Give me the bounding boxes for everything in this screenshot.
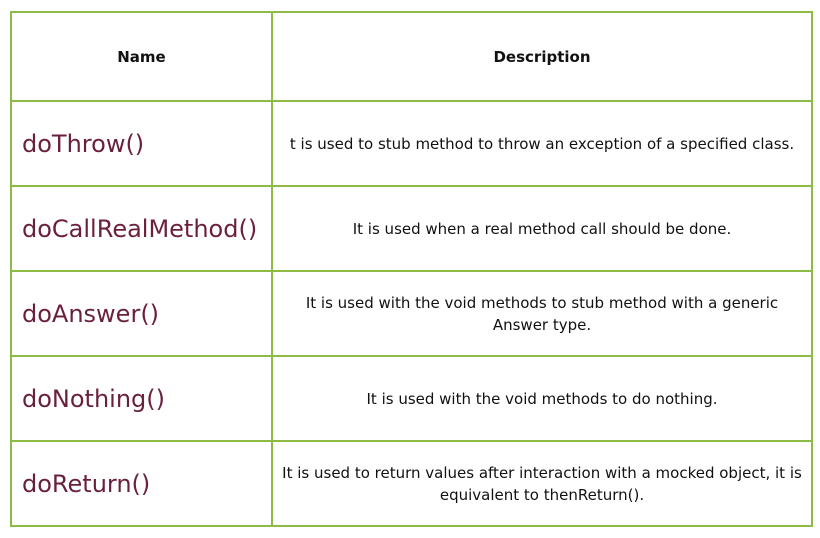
- methods-table: [10, 11, 813, 527]
- table-row: [11, 441, 812, 526]
- table-row: [11, 271, 812, 356]
- method-description: It is used with the void methods to stub method with a generic Answer type.: [272, 271, 812, 356]
- method-description: It is used to return values after interaction with a mocked object, it is equivalent to thenReturn().: [272, 441, 812, 526]
- header-row: [11, 12, 812, 101]
- method-description: It is used with the void methods to do nothing.: [272, 356, 812, 441]
- table-row: [11, 356, 812, 441]
- header-name: Name: [11, 12, 272, 101]
- method-name: doCallRealMethod(): [11, 186, 272, 271]
- method-name: doNothing(): [11, 356, 272, 441]
- header-description: Description: [272, 12, 812, 101]
- table-row: [11, 186, 812, 271]
- method-name: doReturn(): [11, 441, 272, 526]
- method-name: doThrow(): [11, 101, 272, 186]
- table-row: [11, 101, 812, 186]
- method-name: doAnswer(): [11, 271, 272, 356]
- method-description: t is used to stub method to throw an exception of a specified class.: [272, 101, 812, 186]
- method-description: It is used when a real method call should be done.: [272, 186, 812, 271]
